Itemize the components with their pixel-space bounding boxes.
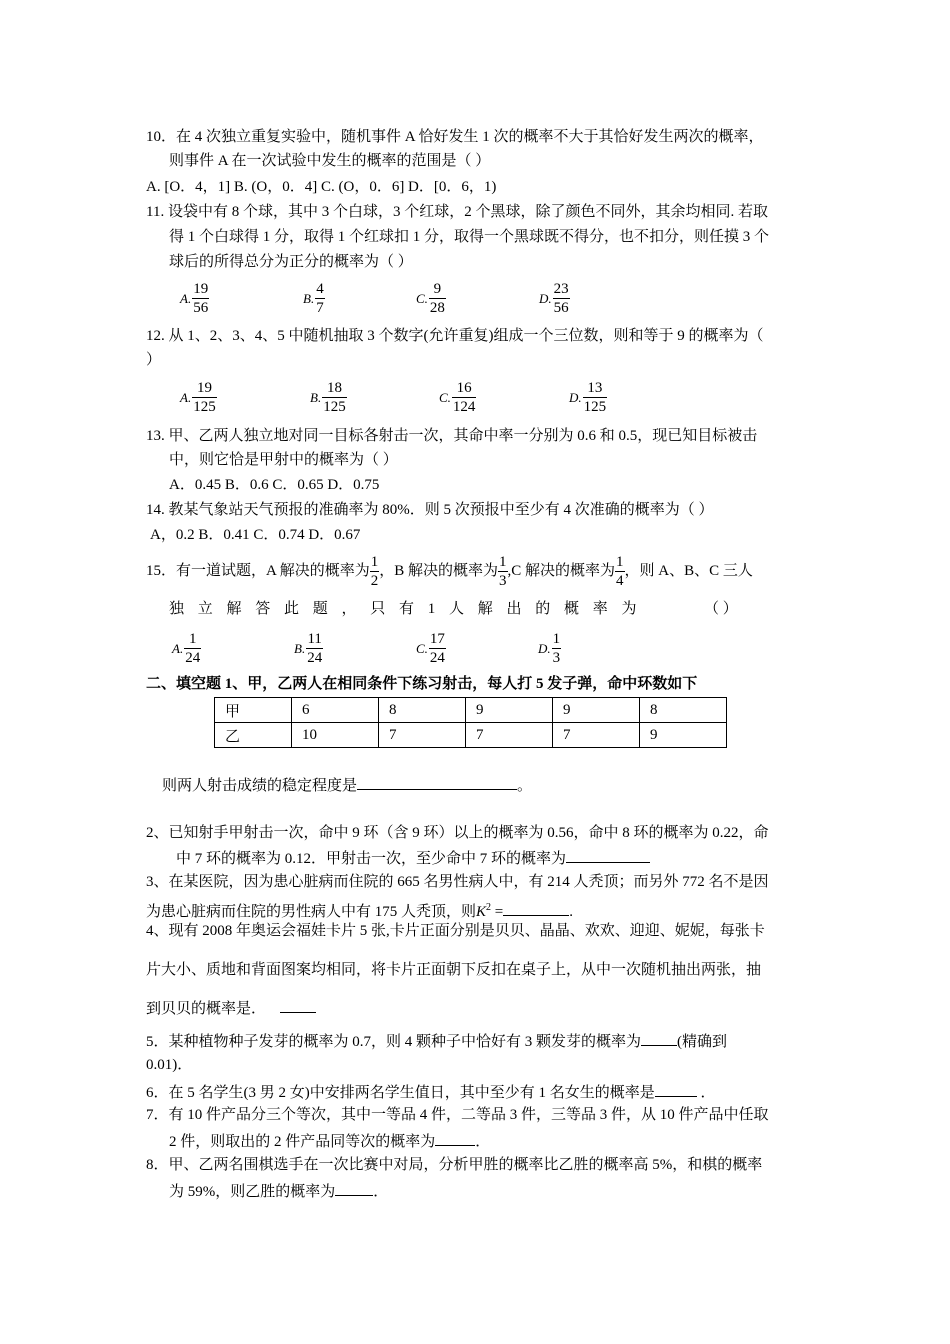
option-label: B. bbox=[310, 389, 322, 405]
answer-blank[interactable] bbox=[357, 774, 517, 790]
f3-end: . bbox=[569, 904, 573, 920]
q15-text-1: 15．有一道试题，A 解决的概率为 bbox=[146, 563, 370, 579]
q13-line2: 中，则它恰是甲射中的概率为（ ） bbox=[169, 452, 398, 468]
q13-options: A．0.45 B．0.6 C．0.65 D．0.75 bbox=[169, 477, 380, 493]
f5-line2: 0.01)． bbox=[146, 1057, 193, 1073]
q12-option-d bbox=[569, 379, 607, 416]
table-cell: 9 bbox=[553, 698, 640, 723]
f8-line2 bbox=[169, 1180, 388, 1202]
f2-text: 中 7 环的概率为 0.12．甲射击一次，至少命中 7 环的概率为 bbox=[176, 851, 567, 867]
f6-text: 6．在 5 名学生(3 男 2 女)中安排两名学生值日，其中至少有 1 名女生的概率是 bbox=[146, 1085, 655, 1101]
denominator: 125 bbox=[583, 399, 607, 415]
option-label: D. bbox=[538, 640, 551, 656]
f4-text: 到贝贝的概率是． bbox=[146, 1001, 267, 1017]
denominator: 7 bbox=[316, 300, 324, 316]
denominator: 2 bbox=[370, 572, 379, 589]
table-cell: 7 bbox=[553, 723, 640, 748]
q14-line1: 14. 教某气象站天气预报的准确率为 80%．则 5 次预报中至少有 4 次准确的概率为（ ） bbox=[146, 502, 714, 518]
denominator: 56 bbox=[553, 300, 569, 316]
q11-line2: 得 1 个白球得 1 分，取得 1 个红球扣 1 分，取得一个黑球既不得分，也不扣分，则任摸 3 个 bbox=[169, 229, 770, 245]
q10-options: A. [O．4，1] B. (O，0．4] C. (O，0．6] D．[0．6，1) bbox=[146, 179, 497, 195]
fraction-a bbox=[370, 553, 380, 590]
answer-blank[interactable] bbox=[655, 1081, 697, 1097]
table-cell: 9 bbox=[640, 723, 727, 748]
f5-text: 5．某种植物种子发芽的概率为 0.7，则 4 颗种子中恰好有 3 颗发芽的概率为 bbox=[146, 1034, 642, 1050]
option-label: B. bbox=[294, 640, 306, 656]
table-cell: 7 bbox=[466, 723, 553, 748]
numerator: 11 bbox=[307, 631, 322, 647]
table-row bbox=[215, 723, 727, 748]
q10-line1: 10．在 4 次独立重复实验中，随机事件 A 恰好发生 1 次的概率不大于其恰好发生两次的概率， bbox=[146, 129, 764, 145]
table-cell: 8 bbox=[379, 698, 466, 723]
q15-line2-paren: （ ） bbox=[704, 601, 738, 617]
numerator: 13 bbox=[587, 380, 603, 396]
k-symbol: K bbox=[476, 904, 487, 920]
denominator: 24 bbox=[307, 650, 323, 666]
f5-line1 bbox=[146, 1030, 727, 1052]
option-label: A. bbox=[180, 389, 192, 405]
f7-line1: 7．有 10 件产品分三个等次，其中一等品 4 件，二等品 3 件，三等品 3 件，从 10 件产品中任取 bbox=[146, 1107, 769, 1123]
equals-sign: = bbox=[491, 904, 504, 920]
q15-text-3: ,C 解决的概率为 bbox=[507, 563, 616, 579]
q10-line2: 则事件 A 在一次试验中发生的概率的范围是（ ） bbox=[169, 153, 491, 169]
f4-line3 bbox=[146, 997, 316, 1019]
numerator: 1 bbox=[370, 553, 379, 570]
numerator: 16 bbox=[456, 380, 472, 396]
table-cell: 甲 bbox=[215, 698, 292, 723]
option-label: C. bbox=[439, 389, 451, 405]
numerator: 18 bbox=[326, 380, 342, 396]
option-label: C. bbox=[416, 290, 428, 306]
q15-line1 bbox=[146, 553, 753, 589]
numerator: 1 bbox=[616, 553, 624, 570]
denominator: 28 bbox=[429, 300, 445, 316]
numerator: 19 bbox=[193, 281, 209, 297]
f3-line1: 3、在某医院，因为患心脏病而住院的 665 名男性病人中，有 214 人秃顶；而另外 772 名不是因 bbox=[146, 874, 769, 890]
answer-blank[interactable] bbox=[335, 1180, 373, 1196]
answer-blank[interactable] bbox=[280, 997, 316, 1013]
q12-options bbox=[0, 379, 950, 419]
denominator: 3 bbox=[552, 650, 561, 666]
numerator: 4 bbox=[316, 281, 324, 297]
denominator: 24 bbox=[429, 650, 445, 666]
numerator: 19 bbox=[196, 380, 212, 396]
fraction-b bbox=[498, 553, 508, 590]
k-exponent: 2 bbox=[486, 902, 492, 913]
stability-line bbox=[162, 774, 532, 796]
f7-line2 bbox=[169, 1130, 490, 1152]
option-label: C. bbox=[416, 640, 428, 656]
f7-text: 2 件，则取出的 2 件产品同等次的概率为 bbox=[169, 1134, 436, 1150]
answer-blank[interactable] bbox=[641, 1030, 677, 1046]
q15-line2: 独 立 解 答 此 题 ， 只 有 1 人 解 出 的 概 率 为 bbox=[169, 601, 637, 617]
numerator: 9 bbox=[433, 281, 442, 297]
stability-text: 则两人射击成绩的稳定程度是 bbox=[162, 778, 358, 794]
option-label: D. bbox=[569, 389, 582, 405]
q11-option-d bbox=[539, 280, 570, 317]
table-cell: 7 bbox=[379, 723, 466, 748]
table-cell: 10 bbox=[292, 723, 379, 748]
q12-option-c bbox=[439, 379, 476, 416]
numerator: 23 bbox=[553, 281, 569, 297]
q15-option-d bbox=[538, 630, 561, 667]
q11-option-c bbox=[416, 280, 446, 317]
q15-option-c bbox=[416, 630, 446, 667]
table-cell: 乙 bbox=[215, 723, 292, 748]
option-label: A. bbox=[180, 290, 192, 306]
answer-blank[interactable] bbox=[435, 1130, 475, 1146]
f8-text: 为 59%，则乙胜的概率为 bbox=[169, 1184, 336, 1200]
table-row bbox=[215, 698, 727, 723]
fraction-c bbox=[615, 553, 625, 590]
q11-option-b bbox=[303, 280, 325, 317]
numerator: 1 bbox=[499, 553, 507, 570]
q15-option-a bbox=[172, 630, 201, 667]
scores-table bbox=[214, 697, 727, 748]
section2-heading: 二、填空题 1、甲，乙两人在相同条件下练习射击，每人打 5 发子弹，命中环数如下 bbox=[146, 676, 698, 692]
q15-text-4: ，则 A、B、C 三人 bbox=[624, 563, 753, 579]
q11-options bbox=[0, 280, 950, 320]
q13-line1: 13. 甲、乙两人独立地对同一目标各射击一次，其命中率一分别为 0.6 和 0.5，现已知目标被击 bbox=[146, 428, 758, 444]
stability-end: 。 bbox=[517, 778, 533, 794]
q12-option-b bbox=[310, 379, 347, 416]
denominator: 24 bbox=[185, 650, 201, 666]
f6-text-end: ． bbox=[696, 1085, 716, 1101]
q12-line2: ） bbox=[146, 352, 162, 368]
denominator: 125 bbox=[323, 399, 346, 415]
numerator: 1 bbox=[188, 631, 197, 647]
f2-line1: 2、已知射手甲射击一次，命中 9 环（含 9 环）以上的概率为 0.56，命中 8 环的概率为 0.22，命 bbox=[146, 825, 769, 841]
f6-line1 bbox=[146, 1081, 716, 1103]
q14-options: A，0.2 B．0.41 C．0.74 D．0.67 bbox=[150, 527, 361, 543]
q11-option-a bbox=[180, 280, 209, 317]
f2-line2 bbox=[176, 847, 650, 869]
q15-option-b bbox=[294, 630, 323, 667]
f3-text: 为患心脏病而住院的男性病人中有 175 人秃顶，则 bbox=[146, 904, 477, 920]
denominator: 125 bbox=[193, 399, 216, 415]
f7-text-end: ． bbox=[475, 1134, 491, 1150]
q11-line1: 11. 设袋中有 8 个球，其中 3 个白球，3 个红球，2 个黑球，除了颜色不同外，其余均相同. 若取 bbox=[146, 204, 768, 220]
option-label: B. bbox=[303, 290, 315, 306]
table-cell: 6 bbox=[292, 698, 379, 723]
q11-line3: 球后的所得总分为正分的概率为（ ） bbox=[169, 254, 413, 270]
f8-text-end: ． bbox=[373, 1184, 389, 1200]
table-cell: 9 bbox=[466, 698, 553, 723]
numerator: 1 bbox=[552, 631, 561, 647]
f8-line1: 8．甲、乙两名围棋选手在一次比赛中对局，分析甲胜的概率比乙胜的概率高 5%，和棋的概率 bbox=[146, 1157, 763, 1173]
q12-option-a bbox=[180, 379, 217, 416]
q15-text-2: ，B 解决的概率为 bbox=[379, 563, 499, 579]
denominator: 4 bbox=[616, 572, 624, 589]
table-cell: 8 bbox=[640, 698, 727, 723]
denominator: 124 bbox=[452, 399, 476, 415]
f5-text-end: (精确到 bbox=[677, 1034, 728, 1050]
denominator: 56 bbox=[193, 300, 209, 316]
q15-options bbox=[0, 630, 950, 670]
denominator: 3 bbox=[499, 572, 507, 589]
q12-line1: 12. 从 1、2、3、4、5 中随机抽取 3 个数字(允许重复)组成一个三位数，则和等于 9 的概率为（ bbox=[146, 328, 764, 344]
option-label: A. bbox=[172, 640, 184, 656]
f4-line1: 4、现有 2008 年奥运会福娃卡片 5 张,卡片正面分别是贝贝、晶晶、欢欢、迎迎、妮妮，每张卡 bbox=[146, 923, 765, 939]
f4-line2: 片大小、质地和背面图案均相同，将卡片正面朝下反扣在桌子上，从中一次随机抽出两张，抽 bbox=[146, 962, 762, 978]
answer-blank[interactable] bbox=[503, 900, 569, 916]
option-label: D. bbox=[539, 290, 552, 306]
answer-blank[interactable] bbox=[566, 847, 650, 863]
f3-line2 bbox=[146, 898, 573, 922]
numerator: 17 bbox=[429, 631, 445, 647]
